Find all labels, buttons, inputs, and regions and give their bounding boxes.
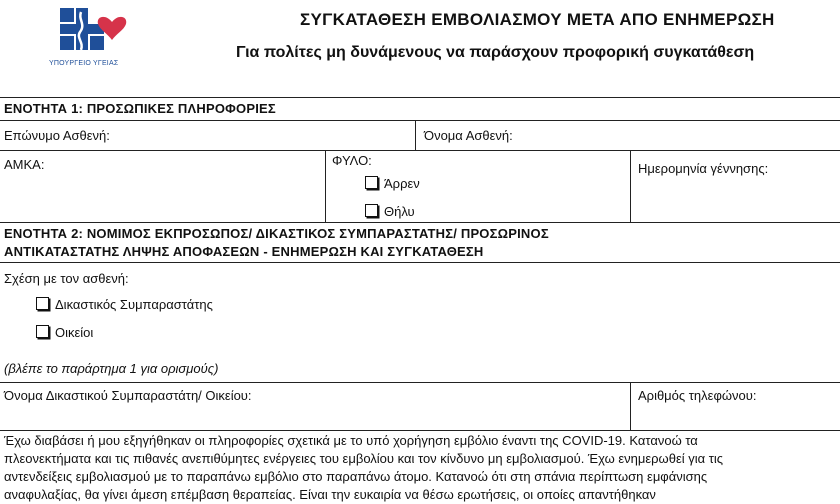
dob-label: Ημερομηνία γέννησης: [638,161,769,176]
divider [630,383,631,431]
relation-option-guardian[interactable]: Δικαστικός Συμπαραστάτης [36,297,213,312]
checkbox[interactable] [36,297,49,310]
consent-paragraph [4,432,840,504]
relation-block [0,262,840,383]
document-header [0,0,840,90]
guardian-row [0,382,840,431]
appendix-note: (βλέπε το παράρτημα 1 για ορισμούς) [4,361,219,376]
paragraph-line: αντενδείξεις εμβολιασμού με το παραπάνω εμβόλιο στο παραπάνω άτομο. Κατανοώ ότι στη σπάνια περίπτωση εμφάνισης [4,469,708,484]
patient-name-row [0,120,840,151]
checkbox[interactable] [365,204,378,217]
name-label: Όνομα Ασθενή: [424,128,513,143]
form-subtitle: Για πολίτες μη δυνάμενους να παράσχουν προφορική συγκατάθεση [236,44,755,61]
patient-details-row [0,150,840,223]
form-title: ΣΥΓΚΑΤΑΘΕΣΗ ΕΜΒΟΛΙΑΣΜΟΥ ΜΕΤΑ ΑΠΟ ΕΝΗΜΕΡΩΣΗ [300,10,775,29]
gender-label: ΦΥΛΟ: [332,153,372,168]
amka-label: ΑΜΚΑ: [4,157,45,172]
divider [630,151,631,223]
phone-label: Αριθμός τηλεφώνου: [638,388,757,403]
section2-heading-line2: ΑΝΤΙΚΑΤΑΣΤΑΤΗΣ ΛΗΨΗΣ ΑΠΟΦΑΣΕΩΝ - ΕΝΗΜΕΡΩΣΗ ΚΑΙ ΣΥΓΚΑΤΑΘΕΣΗ [4,244,484,259]
section1-heading: ΕΝΟΤΗΤΑ 1: ΠΡΟΣΩΠΙΚΕΣ ΠΛΗΡΟΦΟΡΙΕΣ [4,101,276,116]
section2-heading-row [0,222,840,263]
surname-label: Επώνυμο Ασθενή: [4,128,110,143]
checkbox[interactable] [36,325,49,338]
paragraph-line: Έχω διαβάσει ή μου εξηγήθηκαν οι πληροφορίες σχετικά με το υπό χορήγηση εμβόλιο έναντι της COVID-19. Κατανοώ τα [4,433,698,448]
section1-heading-row [0,97,840,120]
paragraph-line: αναφυλαξίας, θα γίνει άμεση επέμβαση θεραπείας. Είναι την ευκαιρία να θέσω ερωτήσεις, οι οποίες απαντήθηκαν [4,487,656,502]
guardian-name-label: Όνομα Δικαστικού Συμπαραστάτη/ Οικείου: [4,388,252,403]
gender-option-female[interactable]: Θήλυ [365,204,415,219]
divider [325,151,326,223]
relation-label: Σχέση με τον ασθενή: [4,271,129,286]
gender-option-male[interactable]: Άρρεν [365,176,420,191]
checkbox[interactable] [365,176,378,189]
section2-heading-line1: ΕΝΟΤΗΤΑ 2: ΝΟΜΙΜΟΣ ΕΚΠΡΟΣΩΠΟΣ/ ΔΙΚΑΣΤΙΚΟΣ ΣΥΜΠΑΡΑΣΤΑΤΗΣ/ ΠΡΟΣΩΡΙΝΟΣ [4,226,549,241]
relation-option-relatives[interactable]: Οικείοι [36,325,93,340]
divider [415,121,416,151]
ministry-caption: ΥΠΟΥΡΓΕΙΟ ΥΓΕΙΑΣ [49,60,119,67]
paragraph-line: πλεονεκτήματα και τις πιθανές ανεπιθύμητες ενέργειες του εμβολίου και τον κίνδυνο μη εμβολιασμού. Έχω ενημερωθεί για τις [4,451,724,466]
